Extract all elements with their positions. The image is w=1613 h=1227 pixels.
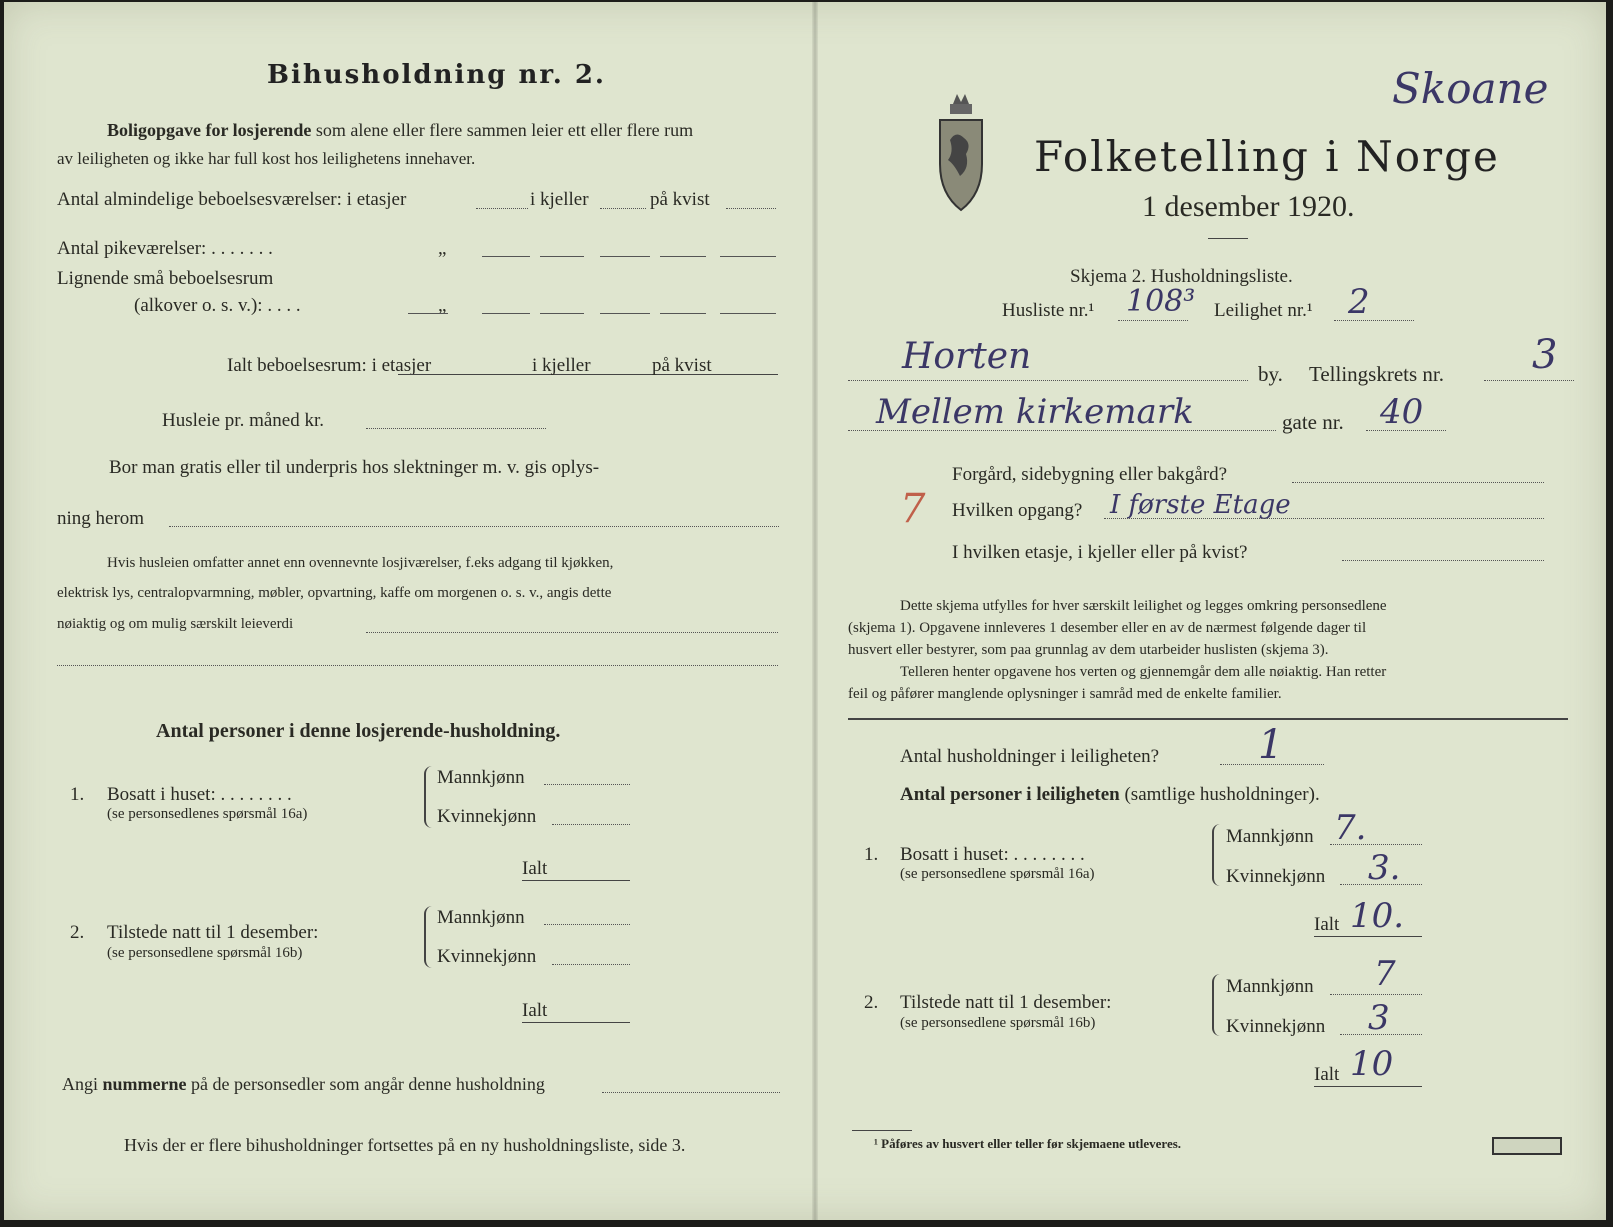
right-q1-ialt-value: 10. [1350, 896, 1405, 936]
leieverdi-field[interactable] [366, 632, 778, 633]
right-q2-ialt-label: Ialt [1314, 1064, 1340, 1085]
right-q2-sub: (se personsedlene spørsmål 16b) [900, 1015, 1096, 1031]
ialt-kjeller-label: i kjeller [532, 355, 591, 376]
left-q2-kvinne-field[interactable] [552, 964, 630, 965]
opgang-field[interactable] [1104, 518, 1544, 519]
right-q1-mann-value: 7. [1334, 808, 1367, 848]
left-footer: Hvis der er flere bihusholdninger fortsettes på en ny husholdningsliste, side 3. [124, 1135, 686, 1155]
right-q1-ialt-field[interactable] [1314, 936, 1422, 937]
intro-bold: Boligopgave for losjerende [107, 120, 312, 140]
left-q2-label: Tilstede natt til 1 desember: [107, 922, 319, 943]
left-q2-mann-field[interactable] [544, 924, 630, 925]
ialt-kvist-label: på kvist [652, 355, 712, 376]
left-q2-ialt-field[interactable] [522, 1022, 630, 1023]
intro-line-2: av leiligheten og ikke har full kost hos leilighetens innehaver. [57, 149, 476, 168]
left-q1-label: Bosatt i huset: . . . . . . . . [107, 784, 292, 805]
ialt-rooms-label: Ialt beboelsesrum: i etasjer [227, 355, 432, 376]
forgard-field[interactable] [1292, 482, 1544, 483]
right-q2-kvinne-field[interactable] [1340, 1034, 1422, 1035]
right-q2-brace [1212, 974, 1224, 1036]
right-q2-mann-value: 7 [1374, 954, 1396, 994]
ditto-mark: „ [438, 238, 447, 259]
leilighet-value: 2 [1348, 282, 1370, 322]
leieverdi-field-2[interactable] [57, 665, 778, 666]
right-q1-num: 1. [864, 844, 879, 865]
gate-field[interactable] [1366, 430, 1446, 431]
hvis-line-2: elektrisk lys, centralopvarmning, møbler, opvartning, kaffe om morgenen o. s. v., angis dette [57, 585, 612, 601]
right-q2-ialt-value: 10 [1350, 1044, 1394, 1084]
right-antal-heading [900, 784, 1320, 806]
alkover-extra-field-2[interactable] [720, 313, 776, 314]
angi-rest: på de personsedler som angår denne husholdning [191, 1074, 545, 1094]
tellingskrets-field[interactable] [1484, 380, 1574, 381]
info-line-5: feil og påfører manglende oplysninger i samråd med de enkelte familier. [848, 686, 1282, 702]
right-q1-mann-label: Mannkjønn [1226, 826, 1314, 847]
info-line-3: husvert eller bestyrer, som paa grunnlag av dem utarbeider huslisten (skjema 3). [848, 642, 1329, 658]
right-q2-mann-field[interactable] [1330, 994, 1422, 995]
angi-field[interactable] [602, 1092, 780, 1093]
left-q1-num: 1. [70, 784, 85, 805]
leilighet-label: Leilighet nr.¹ [1214, 300, 1313, 321]
margin-mark: 7 [900, 486, 926, 532]
right-q1-mann-field[interactable] [1330, 844, 1422, 845]
bor-line-2: ning herom [57, 508, 145, 529]
right-q1-sub: (se personsedlene spørsmål 16a) [900, 866, 1095, 882]
alkover-kvist-field[interactable] [600, 313, 650, 314]
pike-label: Antal pikeværelser: . . . . . . . [57, 238, 273, 259]
left-q1-ialt-field[interactable] [522, 880, 630, 881]
left-q2-sub: (se personsedlene spørsmål 16b) [107, 945, 303, 961]
angi-pre: Angi [62, 1074, 98, 1094]
left-q1-kvinne-field[interactable] [552, 824, 630, 825]
husleie-label: Husleie pr. måned kr. [162, 410, 324, 431]
etasje-field[interactable] [1342, 560, 1544, 561]
intro-line-1 [107, 120, 693, 141]
leilighet-field[interactable] [1334, 320, 1414, 321]
pike-extra-field[interactable] [660, 256, 706, 257]
rooms-kjeller-field[interactable] [600, 208, 646, 209]
pike-kjeller-field[interactable] [540, 256, 584, 257]
city-field[interactable] [848, 380, 1248, 381]
main-title: Folketelling i Norge [1034, 132, 1500, 181]
rooms-kvist-label: på kvist [650, 189, 710, 210]
left-q2-num: 2. [70, 922, 85, 943]
left-q2-ialt-label: Ialt [522, 1000, 548, 1021]
husliste-label: Husliste nr.¹ [1002, 300, 1095, 321]
city-value: Horten [902, 336, 1032, 377]
opgang-value: I første Etage [1110, 490, 1291, 520]
right-q1-kvinne-field[interactable] [1340, 884, 1422, 885]
rooms-label: Antal almindelige beboelsesværelser: i etasjer [57, 189, 407, 210]
hush-field[interactable] [1220, 764, 1324, 765]
footnote-rule [852, 1130, 912, 1131]
census-date: 1 desember 1920. [1142, 190, 1355, 223]
angi-line [62, 1074, 545, 1095]
right-q1-brace [1212, 824, 1224, 886]
street-field[interactable] [848, 430, 1276, 431]
left-title: Bihusholdning nr. 2. [267, 60, 606, 90]
pike-kvist-field[interactable] [600, 256, 650, 257]
left-antal-heading: Antal personer i denne losjerende-husholdning. [156, 720, 561, 742]
husliste-field[interactable] [1118, 320, 1188, 321]
right-q1-kvinne-value: 3. [1368, 848, 1401, 888]
left-q1-ialt-label: Ialt [522, 858, 548, 879]
info-line-4: Telleren henter opgavene hos verten og gjennemgår dem alle nøiaktig. Han retter [900, 664, 1387, 680]
husleie-field[interactable] [366, 428, 546, 429]
right-q2-ialt-field[interactable] [1314, 1086, 1422, 1087]
title-rule [1208, 238, 1248, 239]
ditto-mark-2: „ [438, 295, 447, 316]
right-q1-label: Bosatt i huset: . . . . . . . . [900, 844, 1085, 865]
right-q2-num: 2. [864, 992, 879, 1013]
right-q2-label: Tilstede natt til 1 desember: [900, 992, 1112, 1013]
right-q2-kvinne-value: 3 [1368, 998, 1390, 1038]
lignende-label: Lignende små beboelsesrum [57, 268, 274, 289]
husliste-value: 108³ [1126, 284, 1196, 319]
left-q1-mann-label: Mannkjønn [437, 767, 525, 788]
info-line-2: (skjema 1). Opgavene innleveres 1 desember eller en av de nærmest følgende dager til [848, 620, 1367, 636]
info-line-1: Dette skjema utfylles for hver særskilt leilighet og legges omkring personsedlene [900, 598, 1387, 614]
rooms-kvist-field[interactable] [726, 208, 776, 209]
hvis-line-1: Hvis husleien omfatter annet enn ovennevnte losjiværelser, f.eks adgang til kjøkken, [107, 555, 614, 571]
antal-bold: Antal personer i leiligheten [900, 784, 1120, 805]
rooms-etasjer-field[interactable] [476, 208, 528, 209]
gate-label: gate nr. [1282, 410, 1344, 434]
bor-line-1: Bor man gratis eller til underpris hos slektninger m. v. gis oplys- [109, 457, 600, 478]
skjema-label: Skjema 2. Husholdningsliste. [1070, 266, 1293, 287]
left-q2-kvinne-label: Kvinnekjønn [437, 946, 537, 967]
rooms-kjeller-label: i kjeller [530, 189, 589, 210]
alkover-extra-field[interactable] [660, 313, 706, 314]
footnote: ¹ Påføres av husvert eller teller før skjemaene utleveres. [874, 1136, 1182, 1151]
left-q1-sub: (se personsedlenes spørsmål 16a) [107, 806, 308, 822]
etasje-label: I hvilken etasje, i kjeller eller på kvist? [952, 542, 1248, 563]
intro-rest: som alene eller flere sammen leier ett eller flere rum [315, 120, 694, 140]
left-q1-mann-field[interactable] [544, 784, 630, 785]
pike-etasjer-field[interactable] [482, 256, 530, 257]
hush-label: Antal husholdninger i leiligheten? [900, 746, 1160, 767]
right-q1-kvinne-label: Kvinnekjønn [1226, 866, 1326, 887]
alkover-field-a[interactable] [408, 313, 448, 314]
bor-field[interactable] [169, 526, 779, 527]
gate-value: 40 [1380, 392, 1424, 432]
angi-bold: nummerne [102, 1074, 187, 1094]
hvis-line-3: nøiaktig og om mulig særskilt leieverdi [57, 616, 294, 632]
left-q1-kvinne-label: Kvinnekjønn [437, 806, 537, 827]
tellingskrets-label: Tellingskrets nr. [1309, 362, 1445, 386]
left-q2-brace [424, 906, 436, 968]
left-q2-mann-label: Mannkjønn [437, 907, 525, 928]
hush-value: 1 [1258, 722, 1284, 768]
alkover-label: (alkover o. s. v.): . . . . [134, 295, 301, 316]
opgang-label: Hvilken opgang? [952, 500, 1083, 521]
by-label: by. [1258, 362, 1283, 386]
census-form-sheet [4, 2, 1606, 1220]
right-q1-ialt-label: Ialt [1314, 914, 1340, 935]
page-fold [812, 2, 818, 1220]
alkover-kjeller-field[interactable] [540, 313, 584, 314]
street-value: Mellem kirkemark [876, 392, 1194, 432]
right-q2-kvinne-label: Kvinnekjønn [1226, 1016, 1326, 1037]
printer-stamp-icon [1492, 1137, 1562, 1155]
coat-of-arms-icon [936, 94, 986, 212]
left-q1-brace [424, 766, 436, 828]
right-q2-mann-label: Mannkjønn [1226, 976, 1314, 997]
pike-extra-field-2[interactable] [720, 256, 776, 257]
alkover-etasjer-field[interactable] [482, 313, 530, 314]
forgard-label: Forgård, sidebygning eller bakgård? [952, 464, 1228, 485]
section-divider [848, 718, 1568, 720]
antal-rest: (samtlige husholdninger). [1124, 784, 1320, 805]
tellingskrets-value: 3 [1532, 332, 1558, 378]
handwritten-top: Skoane [1392, 64, 1549, 113]
